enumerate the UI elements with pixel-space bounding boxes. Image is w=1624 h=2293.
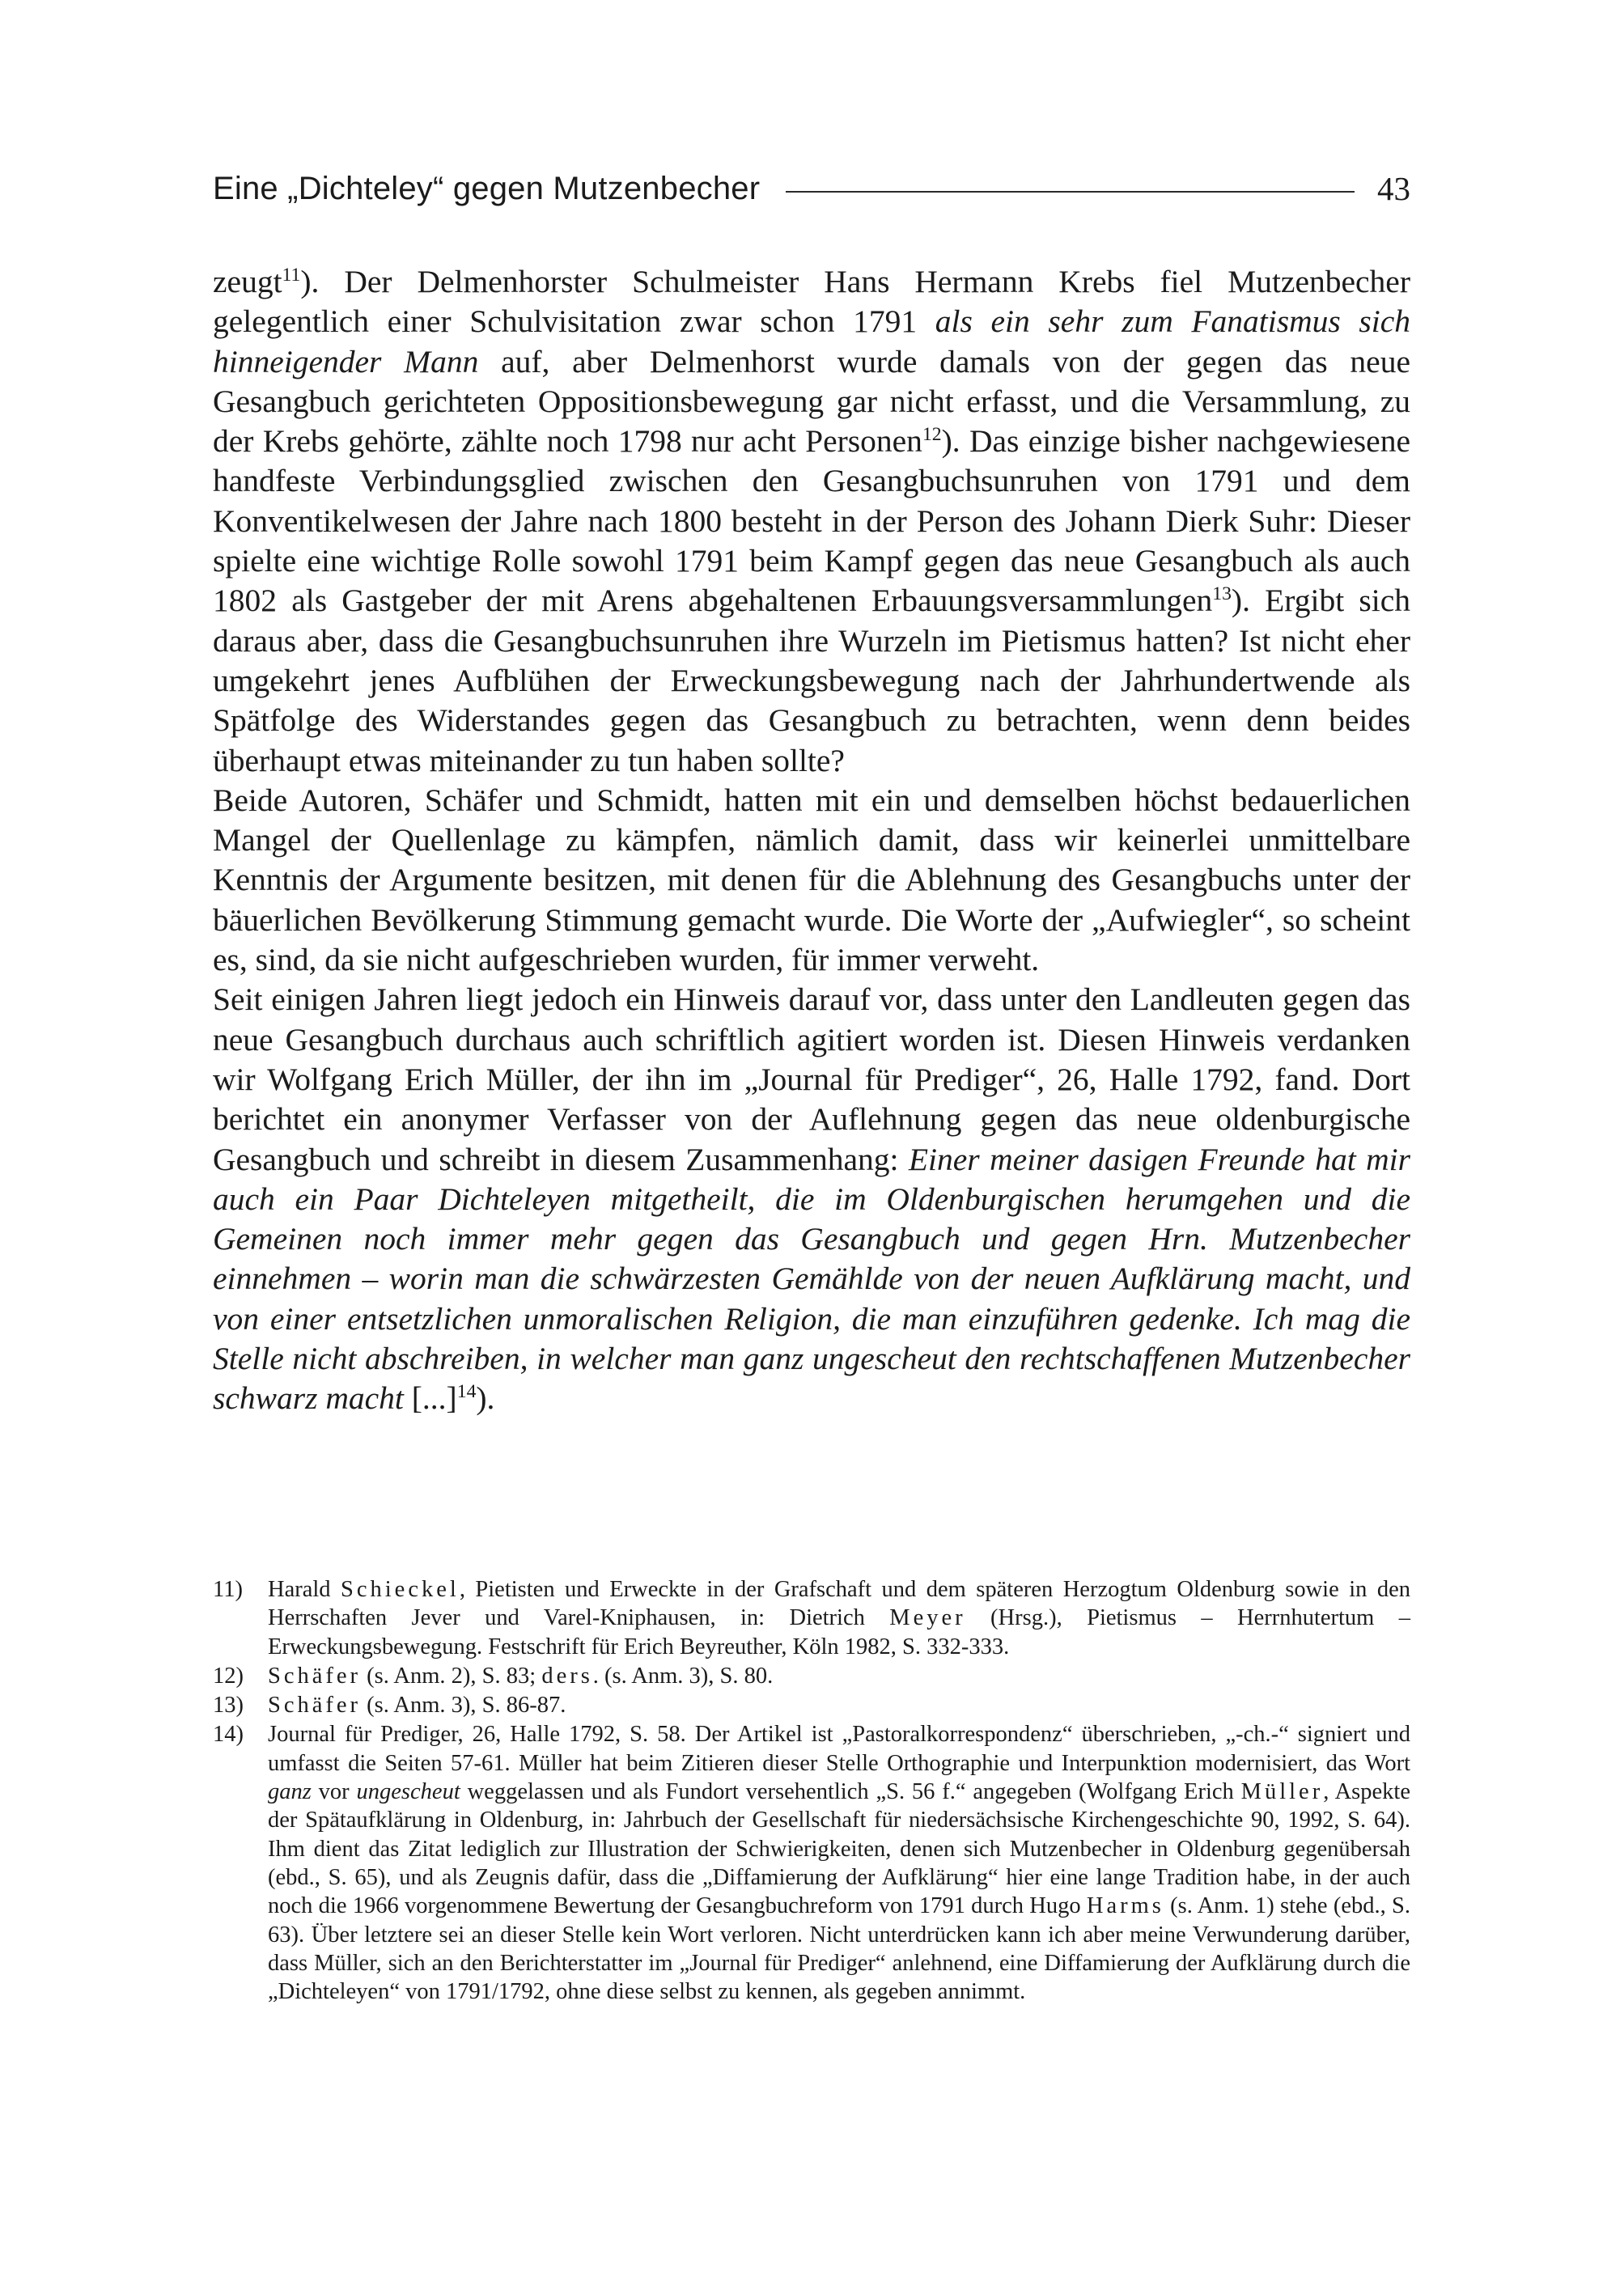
paragraph-2: Beide Autoren, Schäfer und Schmidt, hatten mit ein und demselben höchst bedauerlichen Mangel der Quellenlage zu kämpfen, nämlich damit, dass wir keinerlei unmittelbare Kenntnis der Argumente besitzen, mit denen für die Ablehnung des Gesangbuchs unter der bäuerlichen Bevölkerung Stimmung gemacht wurde. Die Worte der „Aufwiegler“, so scheint es, sind, da sie nicht aufgeschrieben wurden, für immer verweht. <box>213 782 1410 978</box>
author-name: Meyer <box>889 1605 966 1631</box>
text-run: vor <box>311 1779 357 1805</box>
text-run: Harald <box>268 1577 341 1602</box>
header-rule <box>786 191 1355 193</box>
paragraph-1 <box>213 262 1410 781</box>
footnote-number: 14) <box>213 1722 244 1748</box>
footnote-ref-11: 11 <box>282 264 301 286</box>
footnote-number: 12) <box>213 1663 244 1689</box>
text-run: . (s. Anm. 3), S. 80. <box>592 1663 774 1689</box>
footnote-ref-13: 13 <box>1212 583 1232 605</box>
text-run: Journal für Prediger, 26, Halle 1792, S. 58. Der Artikel ist „Pastoralkorrespondenz“ überschrieben, „-ch.-“ signiert und umfasst die Seiten 57-61. Müller hat beim Zitieren dieser Stelle Orthographie und Interpunktion modernisiert, das Wort <box>268 1722 1410 1776</box>
text-run: ). Ergibt sich daraus aber, dass die Gesangbuchsunruhen ihre Wurzeln im Pietismus hatten? Ist nicht eher umgekehrt jenes Aufblühen der Erweckungsbewegung nach der Jahrhundertwende als Spätfolge des Widerstandes gegen das Gesangbuch zu betrachten, wenn denn beides überhaupt etwas miteinander zu tun haben sollte? <box>213 583 1410 778</box>
text-run: zeugt <box>213 264 282 299</box>
text-run: , Aspekte der Spätaufklärung in Oldenburg, in: Jahrbuch der Gesellschaft für niedersächsische Kirchengeschichte 90, 1992, S. 64). Ihm dient das Zitat lediglich zur Illustration der Schwierigkeiten, denen sich Mutzenbecher in Oldenburg gegenübersah (ebd., S. 65), und als Zeugnis dafür, dass die „Diffamierung der Aufklärung“ hier eine lange Tradition habe, in der auch noch die 1966 vorgenommene Bewertung der Gesangbuchreform von 1791 durch Hugo <box>268 1779 1410 1919</box>
footnote-number: 13) <box>213 1693 244 1719</box>
text-run: ). Der Delmenhorster Schulmeister Hans Hermann Krebs fiel Mutzenbecher gelegentlich einer Schulvisitation zwar schon 1791 <box>213 264 1410 340</box>
text-run: Seit einigen Jahren liegt jedoch ein Hinweis darauf vor, dass unter den Landleuten gegen das neue Gesangbuch durchaus auch schriftlich agitiert worden ist. Diesen Hinweis verdanken wir Wolfgang Erich Müller, der ihn im „Journal für Prediger“, 26, Halle 1792, fand. Dort berichtet ein anonymer Verfasser von der Auflehnung gegen das neue oldenburgische Gesangbuch und schreibt in diesem Zusammenhang: <box>213 981 1410 1177</box>
footnote-12 <box>213 1662 1410 1690</box>
text-run: weggelassen und als Fundort versehentlich „S. 56 f.“ angegeben (Wolfgang Erich <box>460 1779 1241 1805</box>
text-run: (s. Anm. 1) stehe (ebd., S. 63). Über letztere sei an dieser Stelle kein Wort verloren. Nicht unterdrücken kann ich aber meine Verwunderung darüber, dass Müller, sich an den Berichterstatter im „Journal für Prediger“ anlehnend, eine Diffamierung der Aufklärung durch die „Dichteleyen“ von 1791/1792, ohne diese selbst zu kennen, als gegeben annimmt. <box>268 1893 1410 2005</box>
main-text <box>213 262 1410 1419</box>
footnote-14 <box>213 1720 1410 2006</box>
text-run: [...] <box>403 1380 457 1417</box>
text-run: , Pietisten und Erweckte in der Grafschaft und dem späteren Herzogtum Oldenburg sowie in den Herrschaften Jever und Varel-Kniphausen, in: Dietrich <box>268 1577 1410 1631</box>
author-name: Schieckel <box>341 1577 460 1602</box>
author-name: Schäfer <box>268 1693 362 1719</box>
italic-word: ganz <box>268 1779 312 1805</box>
footnote-number: 11) <box>213 1577 243 1602</box>
footnote-ref-14: 14 <box>456 1381 477 1403</box>
author-name: Müller <box>1240 1779 1324 1805</box>
footnote-11 <box>213 1575 1410 1661</box>
footnote-text <box>268 1691 1410 1719</box>
author-name: Schäfer <box>268 1663 362 1689</box>
page-number: 43 <box>1377 170 1410 207</box>
footnotes <box>213 1575 1410 2007</box>
text-run: (s. Anm. 3), S. 86-87. <box>361 1693 566 1719</box>
running-header <box>213 166 1410 211</box>
footnote-text <box>268 1662 1410 1690</box>
footnote-ref-12: 12 <box>922 424 942 446</box>
running-title: Eine „Dichteley“ gegen Mutzenbecher <box>213 170 761 206</box>
text-run: auf, aber Delmenhorst wurde damals von der gegen das neue Gesangbuch gerichteten Oppositionsbewegung gar nicht erfasst, und die Versammlung, zu der Krebs gehörte, zählte noch 1798 nur acht Personen <box>213 343 1410 460</box>
text-run: (s. Anm. 2), S. 83; <box>361 1663 542 1689</box>
author-name: Harms <box>1086 1893 1164 1919</box>
italic-quote: Einer meiner dasigen Freunde hat mir auch ein Paar Dichteleyen mitgetheilt, die im Oldenburgischen herumgehen und die Gemeinen noch immer mehr gegen das Gesangbuch und gegen Hrn. Mutzenbecher einnehmen – worin man die schwärzesten Gemählde von der neuen Aufklärung macht, und von einer entsetzlichen unmoralischen Religion, die man einzuführen gedenke. Ich mag die Stelle nicht abschreiben, in welcher man ganz ungescheut den rechtschaffenen Mutzenbecher schwarz macht <box>213 1141 1410 1417</box>
text-run: ). <box>476 1380 495 1417</box>
text-run: ). Das einzige bisher nachgewiesene handfeste Verbindungsglied zwischen den Gesangbuchsunruhen von 1791 und dem Konventikelwesen der Jahre nach 1800 besteht in der Person des Johann Dierk Suhr: Dieser spielte eine wichtige Rolle sowohl 1791 beim Kampf gegen das neue Gesangbuch als auch 1802 als Gastgeber der mit Arens abgehaltenen Erbauungsversammlungen <box>213 423 1410 619</box>
paragraph-3 <box>213 980 1410 1418</box>
italic-word: ungescheut <box>356 1779 460 1805</box>
author-name: ders <box>541 1663 593 1689</box>
text-run: (Hrsg.), Pietismus – Herrnhutertum – Erweckungsbewegung. Festschrift für Erich Beyreuther, Köln 1982, S. 332-333. <box>268 1605 1410 1659</box>
italic-quote: als ein sehr zum Fanatismus sich hinneigender Mann <box>213 303 1411 379</box>
footnote-13 <box>213 1691 1410 1719</box>
footnote-text <box>268 1575 1410 1661</box>
footnote-text <box>268 1720 1410 2006</box>
